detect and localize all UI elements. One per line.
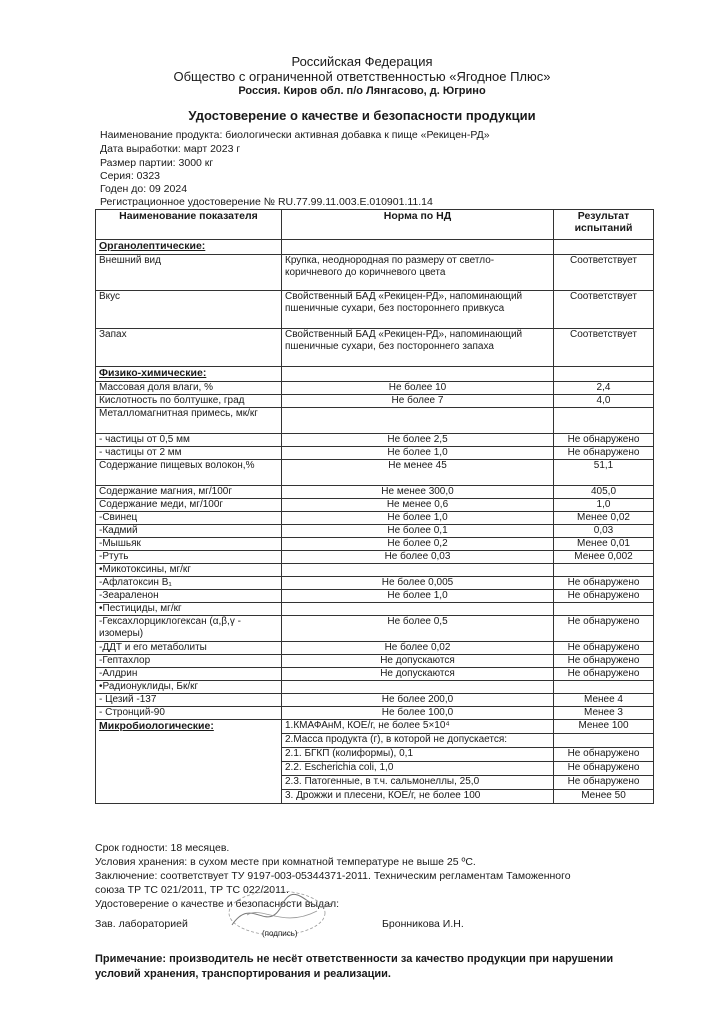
signer-name: Бронникова И.Н.: [382, 918, 464, 930]
norm-cell: [282, 564, 554, 577]
product-name-line: Наименование продукта: биологически активная добавка к пище «Рекицен-РД»: [100, 129, 490, 141]
result-cell: 0,03: [554, 525, 654, 538]
result-cell: Менее 4: [554, 694, 654, 707]
table-row: [96, 577, 654, 590]
table-row: [96, 499, 654, 512]
norm-cell: Не более 0,005: [282, 577, 554, 590]
norm-cell: Не более 200,0: [282, 694, 554, 707]
table-row: [96, 694, 654, 707]
norm-cell: Не допускаются: [282, 655, 554, 668]
result-cell: 51,1: [554, 460, 654, 486]
result-cell: Соответствует: [554, 291, 654, 329]
empty-cell: [282, 367, 554, 382]
indicator-cell: -Гексахлорциклогексан (α,β,γ - изомеры): [96, 616, 282, 642]
result-cell: Не обнаружено: [554, 748, 654, 762]
table-row: [96, 655, 654, 668]
indicator-cell: - Стронций-90: [96, 707, 282, 720]
document-title: Удостоверение о качестве и безопасности продукции: [188, 108, 536, 123]
indicator-cell: -Мышьяк: [96, 538, 282, 551]
issued-by: Удостоверение о качестве и безопасности выдал:: [95, 898, 339, 910]
indicator-cell: •Микотоксины, мг/кг: [96, 564, 282, 577]
table-row: [96, 590, 654, 603]
company-name: Общество с ограниченной ответственностью «Ягодное Плюс»: [173, 69, 551, 84]
company-address: Россия. Киров обл. п/о Лянгасово, д. Югрино: [238, 85, 486, 97]
empty-cell: [282, 240, 554, 255]
table-row: [96, 603, 654, 616]
norm-cell: Не более 10: [282, 382, 554, 395]
result-cell: 1,0: [554, 499, 654, 512]
result-cell: Не обнаружено: [554, 642, 654, 655]
indicator-cell: -ДДТ и его метаболиты: [96, 642, 282, 655]
table-row: [96, 564, 654, 577]
indicator-cell: -Гептахлор: [96, 655, 282, 668]
norm-cell: Не более 0,03: [282, 551, 554, 564]
table-row: [96, 291, 654, 329]
table-row: [96, 447, 654, 460]
result-cell: Менее 100: [554, 720, 654, 734]
norm-cell: Не допускаются: [282, 668, 554, 681]
result-cell: Менее 50: [554, 790, 654, 804]
table-row: [96, 642, 654, 655]
result-cell: Соответствует: [554, 255, 654, 291]
table-row: [96, 486, 654, 499]
result-cell: [554, 564, 654, 577]
lab-head-label: Зав. лабораторией: [95, 918, 188, 930]
table-row: [96, 460, 654, 486]
table-row: [96, 434, 654, 447]
norm-cell: Крупка, неоднородная по размеру от светло-коричневого до коричневого цвета: [282, 255, 554, 291]
result-cell: Не обнаружено: [554, 762, 654, 776]
norm-cell: Не более 0,5: [282, 616, 554, 642]
indicator-cell: -Свинец: [96, 512, 282, 525]
norm-cell: Свойственный БАД «Рекицен-РД», напоминающий пшеничные сухари, без постороннего запаха: [282, 329, 554, 367]
indicator-cell: Массовая доля влаги, %: [96, 382, 282, 395]
table-row: [96, 538, 654, 551]
norm-cell: 3. Дрожжи и плесени, КОЕ/г, не более 100: [282, 790, 554, 804]
result-cell: [554, 603, 654, 616]
table-row: [96, 382, 654, 395]
result-cell: Не обнаружено: [554, 577, 654, 590]
norm-cell: 2.1. БГКП (колиформы), 0,1: [282, 748, 554, 762]
result-cell: [554, 734, 654, 748]
result-cell: Менее 0,002: [554, 551, 654, 564]
indicator-cell: Содержание магния, мг/100г: [96, 486, 282, 499]
conclusion-line-2: союза ТР ТС 021/2011, ТР ТС 022/2011.: [95, 884, 289, 896]
column-header-norm: Норма по НД: [282, 210, 554, 240]
result-cell: Не обнаружено: [554, 590, 654, 603]
indicator-cell: Кислотность по болтушке, град: [96, 395, 282, 408]
norm-cell: 2.Масса продукта (г), в которой не допускается:: [282, 734, 554, 748]
section-physchem: [96, 367, 654, 382]
result-cell: Не обнаружено: [554, 776, 654, 790]
result-cell: Менее 0,01: [554, 538, 654, 551]
result-cell: Не обнаружено: [554, 655, 654, 668]
empty-cell: [554, 240, 654, 255]
norm-cell: Не более 1,0: [282, 512, 554, 525]
norm-cell: Не более 0,02: [282, 642, 554, 655]
result-cell: Не обнаружено: [554, 434, 654, 447]
result-cell: 2,4: [554, 382, 654, 395]
result-cell: Менее 0,02: [554, 512, 654, 525]
table-row: [96, 512, 654, 525]
note: Примечание: производитель не несёт ответственности за качество продукции при нарушении условий хранения, транспортирования и реализации.: [95, 953, 614, 980]
table-row: [96, 551, 654, 564]
norm-cell: 2.2. Escherichia coli, 1,0: [282, 762, 554, 776]
signature-label: (подпись): [262, 929, 298, 938]
norm-cell: Не более 1,0: [282, 447, 554, 460]
expiry-line: Годен до: 09 2024: [100, 183, 188, 195]
indicator-cell: - Цезий -137: [96, 694, 282, 707]
section-title: Органолептические:: [96, 240, 282, 255]
norm-cell: Не более 1,0: [282, 590, 554, 603]
table-row: [96, 720, 654, 734]
empty-cell: [554, 367, 654, 382]
table-row: [96, 707, 654, 720]
series-line: Серия: 0323: [100, 170, 161, 182]
table-row: [96, 395, 654, 408]
shelf-life: Срок годности: 18 месяцев.: [95, 842, 230, 854]
quality-table: [95, 209, 654, 804]
table-row: [96, 329, 654, 367]
result-cell: Не обнаружено: [554, 616, 654, 642]
indicator-cell: Содержание меди, мг/100г: [96, 499, 282, 512]
norm-cell: Не менее 300,0: [282, 486, 554, 499]
result-cell: [554, 681, 654, 694]
norm-cell: [282, 408, 554, 434]
result-cell: Менее 3: [554, 707, 654, 720]
production-date-line: Дата выработки: март 2023 г: [100, 143, 241, 155]
norm-cell: Не более 0,1: [282, 525, 554, 538]
indicator-cell: -Афлатоксин В₁: [96, 577, 282, 590]
norm-cell: [282, 603, 554, 616]
section-title: Микробиологические:: [96, 720, 282, 804]
indicator-cell: -Зеараленон: [96, 590, 282, 603]
norm-cell: [282, 681, 554, 694]
indicator-cell: •Пестициды, мг/кг: [96, 603, 282, 616]
indicator-cell: Металломагнитная примесь, мк/кг: [96, 408, 282, 434]
norm-cell: Не более 7: [282, 395, 554, 408]
norm-cell: Не менее 0,6: [282, 499, 554, 512]
indicator-cell: - частицы от 2 мм: [96, 447, 282, 460]
norm-cell: 2.3. Патогенные, в т.ч. сальмонеллы, 25,0: [282, 776, 554, 790]
result-cell: Не обнаружено: [554, 668, 654, 681]
storage-conditions: Условия хранения: в сухом месте при комнатной температуре не выше 25 ºС.: [95, 856, 476, 868]
indicator-cell: -Алдрин: [96, 668, 282, 681]
conclusion-line-1: Заключение: соответствует ТУ 9197-003-05344371-2011. Техническим регламентам Таможенного: [95, 870, 571, 882]
table-row: [96, 525, 654, 538]
indicator-cell: Запах: [96, 329, 282, 367]
column-header-indicator: Наименование показателя: [96, 210, 282, 240]
section-organoleptic: [96, 240, 654, 255]
country-heading: Российская Федерация: [291, 54, 433, 69]
indicator-cell: •Радионуклиды, Бк/кг: [96, 681, 282, 694]
norm-cell: Не более 2,5: [282, 434, 554, 447]
indicator-cell: -Ртуть: [96, 551, 282, 564]
indicator-cell: Вкус: [96, 291, 282, 329]
batch-size-line: Размер партии: 3000 кг: [100, 157, 214, 169]
column-header-result: Результат испытаний: [554, 210, 654, 240]
norm-cell: Не менее 45: [282, 460, 554, 486]
result-cell: Соответствует: [554, 329, 654, 367]
table-row: [96, 668, 654, 681]
result-cell: 4,0: [554, 395, 654, 408]
norm-cell: 1.КМАФАнМ, КОЕ/г, не более 5×10⁴: [282, 720, 554, 734]
indicator-cell: Внешний вид: [96, 255, 282, 291]
indicator-cell: Содержание пищевых волокон,%: [96, 460, 282, 486]
result-cell: Не обнаружено: [554, 447, 654, 460]
indicator-cell: -Кадмий: [96, 525, 282, 538]
table-row: [96, 616, 654, 642]
section-title: Физико-химические:: [96, 367, 282, 382]
result-cell: [554, 408, 654, 434]
table-header-row: [96, 210, 654, 240]
table-row: [96, 681, 654, 694]
norm-cell: Не более 100,0: [282, 707, 554, 720]
result-cell: 405,0: [554, 486, 654, 499]
registration-line: Регистрационное удостоверение № RU.77.99.11.003.Е.010901.11.14: [100, 196, 433, 208]
table-row: [96, 408, 654, 434]
norm-cell: Свойственный БАД «Рекицен-РД», напоминающий пшеничные сухари, без постороннего привкуса: [282, 291, 554, 329]
indicator-cell: - частицы от 0,5 мм: [96, 434, 282, 447]
norm-cell: Не более 0,2: [282, 538, 554, 551]
table-row: [96, 255, 654, 291]
